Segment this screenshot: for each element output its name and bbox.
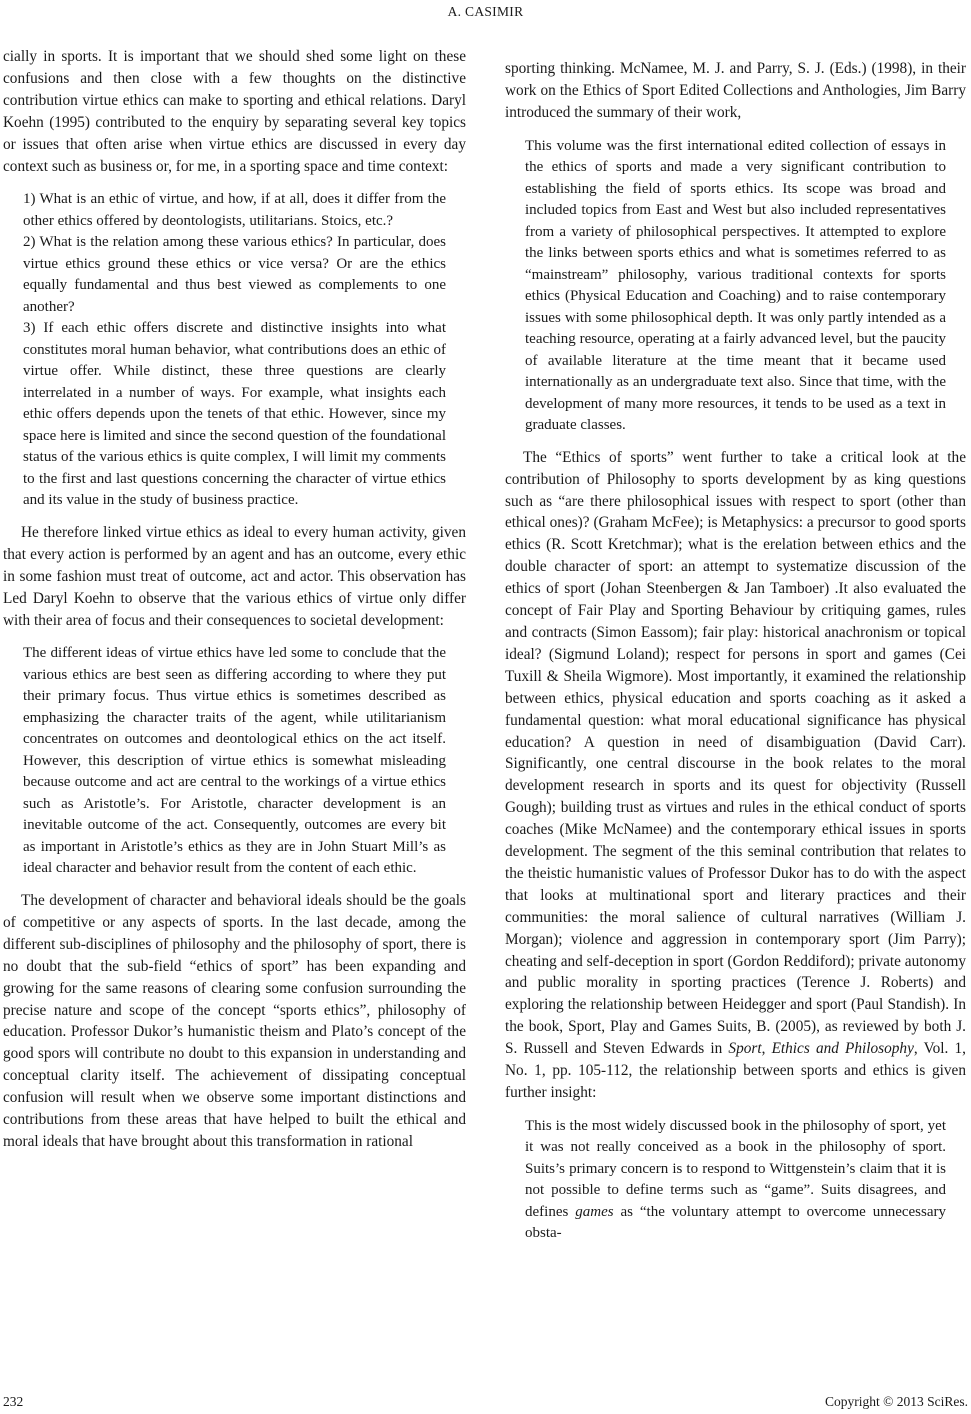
journal-title-part: Sport xyxy=(728,1040,762,1058)
left-column xyxy=(3,46,466,1153)
separator: , xyxy=(761,1040,772,1058)
body-paragraph: The development of character and behavioral ideals should be the goals of competitive or any aspects of sports. In the last decade, among the different sub-disciplines of philosophy and the philosophy of sport, there is no doubt that the sub-field “ethics of sport” has been expanding and growing for the same reasons of clearing some confusion surrounding the precise nature and scope of the concept “sports ethics”, philosophy of education. Professor Dukor’s humanistic theism and Plato’s concept of the good spors will contribute no doubt to this expansion in understanding and conceptual clarity itself. The achievement of dissipating conceptual confusion will result when we observe some important distinctions and contributions from these areas that have helped to built the ethical and moral ideals that have brought about this transformation in rational xyxy=(3,891,466,1150)
quote-text: The different ideas of virtue ethics have led some to conclude that the various ethics are best seen as differing according to where they put their primary focus. Thus virtue ethics is sometimes described as emphasizing the character traits of the agent, while utilitarianism concentrates on outcomes and deontological ethics on the act itself. However, this description of virtue ethics is somewhat misleading because outcome and act are central to the workings of a virtue ethics such as Aristotle’s. For Aristotle, character development is an inevitable outcome of the act. Consequently, outcomes are every bit as important in Aristotle’s ethics as they are in John Stuart Mill’s as ideal character and behavior result from the content of each ethic. xyxy=(23,645,446,877)
copyright-notice: Copyright © 2013 SciRes. xyxy=(824,1394,968,1409)
quote-segment: This is the most widely discussed book in the philosophy of sport, yet it was not really conceived as a book in the philosophy of sport. Suits’s primary concern is to respond to Wittgenstein’s claim that it is not possible to define terms such as “game”. Suits disagrees, and defines xyxy=(525,1117,946,1220)
body-paragraph: sporting thinking. McNamee, M. J. and Parry, S. J. (Eds.) (1998), in their work on the Ethics of Sport Edited Collections and Anthologies, Jim Barry introduced the summary of their work, xyxy=(505,60,966,121)
quote-item: 2) What is the relation among these various ethics? In particular, does virtue ethics ground these ethics or vice versa? Or are the ethics equally fundamental and thus best viewed as complements to one another? xyxy=(23,234,446,315)
emphasized-term: games xyxy=(575,1203,614,1220)
journal-title-part: Ethics and Philosophy xyxy=(771,1040,914,1058)
paragraph-text: The “Ethics of sports” went further to take a critical look at the contribution of Philosophy to sports development by as king questions such as “are there philosophical issues with respect to sport (other than ethical ones)? (Graham McFee); is Metaphysics: a precursor to good sports ethics (R. Scott Kretchmar); what is the erelation between ethics and the double character of sport: an attempt to systematize discussion of the ethics of sport (Johan Steenbergen & Jan Tamboer) .It also evaluated the concept of Fair Play and Sporting Behaviour by critiquing games, rules and contracts (Simon Eassom); fair play: historical anachronism or topical ideal? (Sigmund Loland); respect for persons in sport and games (Cei Tuxill & Sheila Wigmore). Most importantly, it examined the relationship between ethics, physical education and sports coaching as it asked a fundamental question: what moral educational significance has physical education? A question in need of disambiguation (David Carr). Significantly, one central discourse in the book relates to the moral development research in sports and its quest for objectivity (Russell Gough); building trust as virtues and rules in the ethical conduct of sports coaches (Mike McNamee) and the contemporary ethical issues in sports development. The segment of the this seminal contribution that relates to the theistic humanistic values of Professor Dukor has to do with the aspect that looks at multinational sport and literary practices and their communities: the moral salience of cultural narratives (William J. Morgan); violence and aggression in contemporary sport (Jim Parry); cheating and self-deception in sport (Gordon Reddiford); private autonomy and public morality in sporting practices (Terence J. Roberts) and exploring the relationship between Heidegger and sport (Paul Standish). In the book, Sport, Play and Games Suits, B. (2005), as reviewed by both J. S. Russell and Steven Edwards in xyxy=(505,448,966,1058)
block-quote xyxy=(525,136,946,437)
page-number: 232 xyxy=(3,1394,24,1409)
quote-text xyxy=(525,1116,946,1245)
paragraph-text: , Vol. 1, No. 1, pp. 105-112, the relationship between sports and ethics is given further insight: xyxy=(505,1040,966,1101)
running-head: A. CASIMIR xyxy=(447,4,524,19)
quote-item: 3) If each ethic offers discrete and distinctive insights into what constitutes moral human behavior, what contributions does an ethic of virtue offer. While distinct, these three questions are clearly interrelated in a number of ways. For example, what insights each ethic offers depends upon the tenets of that ethic. However, since my space here is limited and since the second question of the foundational status of the various ethics is quite complex, I will limit my comments to the first and last questions concerning the character of virtue ethics and its value in the study of business practice. xyxy=(23,320,446,509)
quote-item: 1) What is an ethic of virtue, and how, if at all, does it differ from the other ethics offered by deontologists, utilitarians. Stoics, etc.? xyxy=(23,191,446,229)
block-quote xyxy=(23,643,446,880)
quote-text: This volume was the first international edited collection of essays in the ethics of sports and made a very significant contribution to establishing the field of sports ethics. Its scope was broad and included topics from East and West but also included representatives from a variety of philosophical perspectives. It attempted to explore the links between sports ethics and what is sometimes referred to as “mainstream” philosophy, various traditional contexts for sports ethics (Physical Education and Coaching) and to raise contemporary issues with some philosophical depth. It was only partly intended as a teaching resource, operating at a fairly advanced level, but the paucity of available literature at the time meant that it became used internationally as an undergraduate text also. Since that time, with the development of many more resources, it tends to be used as a text in graduate classes. xyxy=(525,137,946,434)
right-column xyxy=(505,58,966,1255)
block-quote xyxy=(23,189,446,512)
body-paragraph xyxy=(505,447,966,1104)
block-quote xyxy=(525,1116,946,1245)
body-paragraph: cially in sports. It is important that we should shed some light on these confusions and then close with a few thoughts on the distinctive contribution virtue ethics can make to sporting and ethical relations. Daryl Koehn (1995) contributed to the enquiry by separating several key topics or issues that often arise when virtue ethics are discussed in every day context such as business or, for me, in a sporting space and time context: xyxy=(3,48,466,175)
body-paragraph: He therefore linked virtue ethics as ideal to every human activity, given that every action is performed by an agent and has an outcome, every ethic in some fashion must treat of outcome, act and actor. This observation has Led Daryl Koehn to observe that the various ethics of virtue only differ with their area of focus and their consequences to societal development: xyxy=(3,523,466,629)
quote-segment: as “the voluntary attempt to overcome unnecessary obsta- xyxy=(525,1203,946,1242)
